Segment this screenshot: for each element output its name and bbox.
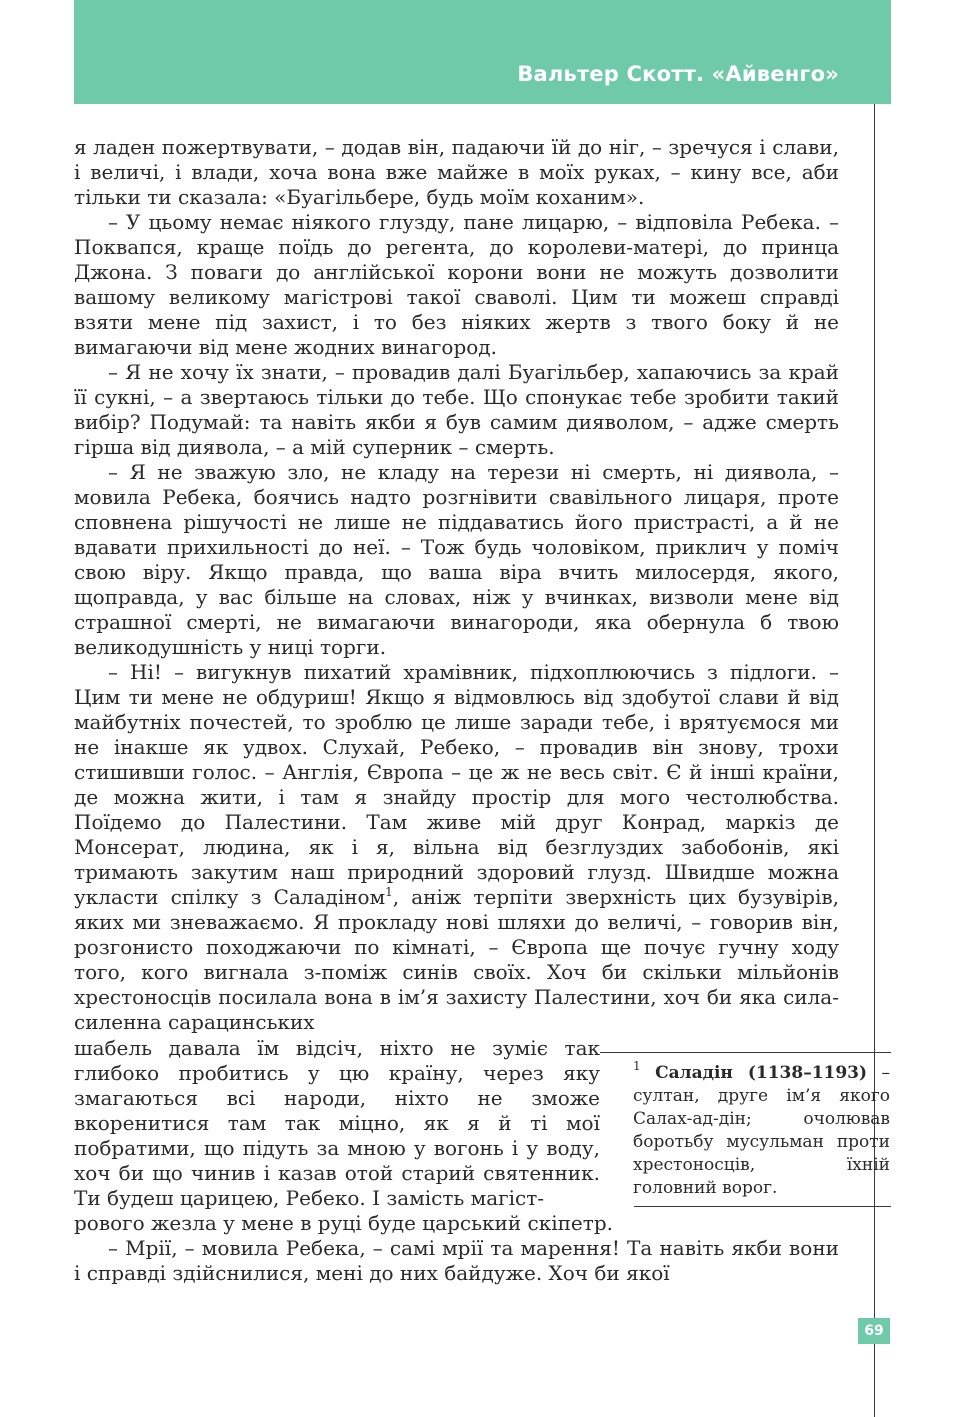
page-number: 69 <box>858 1318 890 1344</box>
body-text-narrow <box>74 1036 600 1211</box>
footnote <box>633 1059 891 1200</box>
footnote-top-rule <box>600 1052 891 1053</box>
paragraph-5-text: – Ні! – вигукнув пихатий храмівник, підхоплюючись з підлоги. – Цим ти мене не обдуриш! Якщо я відмовлюсь від здобутої слави й від майбутніх почестей, то зроблю це лише заради тебе, і врятуємося ми не інакше як удвох. Слухай, Ребеко, – провадив він знову, трохи стишивши голос. – Англія, Європа – це ж не весь світ. Є й інші країни, де можна жити, і там я знайду простір для мого честолюбства. Поїдемо до Палестини. Там живе мій друг Конрад, маркіз де Монсерат, людина, як і я, вільна від безглуздих забобонів, які тримають закутим наш природний здоровий глузд. Швидше можна укласти спілку з Саладіном <box>74 660 839 909</box>
paragraph-5-text-cont: , аніж терпіти зверхність цих бузувірів, яких ми зневажаємо. Я прокладу нові шляхи до величі, – говорив він, розгонисто походжаючи по кімнаті, – Європа ще почує гучну ходу того, кого вигнала з-поміж синів своїх. Хоч би скільки мільйонів хрестоносців посилала вона в ім’я захисту Палестини, хоч би яка сила-силенна сарацинських <box>74 885 839 1034</box>
footnote-term: Саладін (1138–1193) <box>655 1063 868 1083</box>
paragraph-5-wrap: шабель давала їм відсіч, ніхто не зуміє так глибоко пробитись у цю країну, через яку змагаються всі народи, ніхто не зможе вкоренитися там так міцно, як я й ті мої побратими, що підуть за мною у вогонь і у воду, хоч би що чинив і казав отой старий святенник. Ти будеш царицею, Ребеко. І замість магіст- <box>74 1036 600 1210</box>
paragraph-1: я ладен пожертвувати, – додав він, падаючи їй до ніг, – зречуся і слави, і величі, і влади, хоча вона вже майже в моїх руках, – кину все, аби тільки ти сказала: «Буагільбере, будь моїм коханим». <box>74 135 839 209</box>
running-header-title: Вальтер Скотт. «Айвенго» <box>517 62 839 86</box>
header-band <box>74 0 891 104</box>
paragraph-4: – Я не зважую зло, не кладу на терези ні смерть, ні диявола, – мовила Ребека, боячись надто розгнівити свавільного лицаря, проте сповнена рішучості не лише не піддаватись його пристрасті, а й не вдавати прихильності до неї. – Тож будь чоловіком, приклич у поміч свою віру. Якщо правда, що ваша віра вчить милосердя, якого, щоправда, у вас більше на словах, ніж у вчинках, визволи мене від страшної смерті, не вимагаючи винагороди, яка обернула б твою великодушність у ниці торги. <box>74 460 839 659</box>
body-text <box>74 135 839 1035</box>
paragraph-5 <box>74 660 839 1035</box>
paragraph-2: – У цьому немає ніякого глузду, пане лицарю, – відповіла Ребека. – Поквапся, краще поїдь до регента, до королеви-матері, до принца Джона. З поваги до англійської корони вони не можуть дозволити вашому великому магістрові такої сваволі. Цим ти можеш справді взяти мене під захист, і то без ніяких жертв з твого боку й не вимагаючи від мене жодних винагород. <box>74 210 839 359</box>
footnote-number: 1 <box>633 1059 641 1073</box>
margin-rule <box>874 104 875 1417</box>
paragraph-5-end: рового жезла у мене в руці буде царський скіпетр. <box>74 1211 613 1235</box>
paragraph-6: – Мрії, – мовила Ребека, – самі мрії та марення! Та навіть якби вони і справді здійснилися, мені до них байдуже. Хоч би якої <box>74 1236 839 1285</box>
body-text-end <box>74 1211 839 1286</box>
footnote-bottom-rule <box>634 1206 891 1207</box>
paragraph-3: – Я не хочу їх знати, – провадив далі Буагільбер, хапаючись за край її сукні, – а звертаюсь тільки до тебе. Що спонукає тебе зробити такий вибір? Подумай: та навіть якби я був самим дияволом, – адже смерть гірша від диявола, – а мій суперник – смерть. <box>74 360 839 459</box>
footnote-ref: 1 <box>385 885 393 899</box>
footnote-text: – султан, друге ім’я якого Салах-ад-дін; очолював боротьбу мусульман проти хрестоносців, їхній головний ворог. <box>633 1063 891 1198</box>
